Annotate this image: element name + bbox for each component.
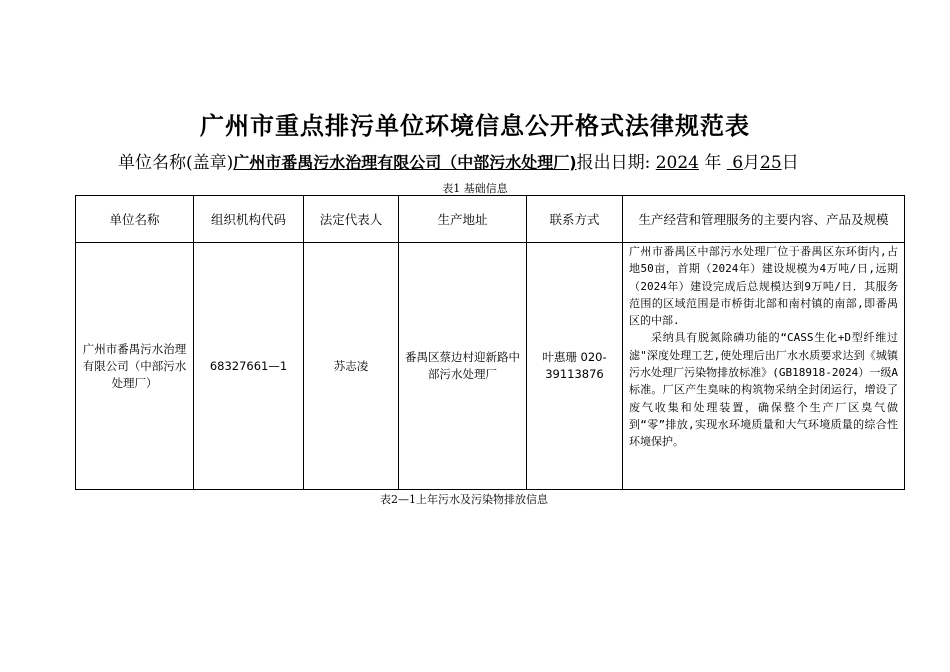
table1-caption: 表1 基础信息 xyxy=(442,182,508,195)
description-paragraph-1: 广州市番禺区中部污水处理厂位于番禺区东环街内,占地50亩，首期（2024年）建设规模为4万吨/日,远期（2024年）建设完成后总规模达到9万吨/日．其服务范围的区域范围是市桥街北部和南村镇的南部,即番禺区的中部. xyxy=(629,245,898,328)
table-header-row xyxy=(76,196,905,243)
day-unit: 日 xyxy=(781,153,799,173)
header-unit-name: 单位名称 xyxy=(76,196,194,243)
header-org-code: 组织机构代码 xyxy=(194,196,304,243)
report-day: 25 xyxy=(760,153,782,173)
header-description: 生产经营和管理服务的主要内容、产品及规模 xyxy=(623,196,905,243)
cell-address: 番禺区蔡边村迎新路中部污水处理厂 xyxy=(399,243,527,490)
unit-name: 广州市番禺污水治理有限公司（中部污水处理厂) xyxy=(233,153,577,172)
header-contact: 联系方式 xyxy=(527,196,623,243)
description-paragraph-2: 采纳具有脱氮除磷功能的“CASS生化+D型纤维过滤"深度处理工艺,使处理后出厂水水质要求达到《城镇污水处理厂污染物排放标准》(GB18918-2024）一级A标准。厂区产生臭味的构筑物采纳全封闭运行，增设了废气收集和处理装置，确保整个生产厂区臭气做到“零”排放,实现水环境质量和大气环境质量的综合性环境保护。 xyxy=(629,331,898,449)
report-date-label: 报出日期: xyxy=(576,153,651,173)
year-unit: 年 xyxy=(704,153,722,173)
document-title: 广州市重点排污单位环境信息公开格式法律规范表 xyxy=(200,111,750,140)
basic-info-table xyxy=(75,195,905,490)
cell-legal-rep: 苏志凌 xyxy=(304,243,399,490)
cell-contact: 叶惠珊 020-39113876 xyxy=(527,243,623,490)
report-month: 6 xyxy=(732,153,744,173)
table-row xyxy=(76,243,905,490)
cell-org-code: 68327661—1 xyxy=(194,243,304,490)
cell-description xyxy=(623,243,905,490)
cell-unit-name: 广州市番禺污水治理有限公司（中部污水处理厂） xyxy=(76,243,194,490)
unit-line xyxy=(118,148,918,173)
header-legal-rep: 法定代表人 xyxy=(304,196,399,243)
table2-caption: 表2—1上年污水及污染物排放信息 xyxy=(380,493,548,506)
unit-label: 单位名称(盖章) xyxy=(118,153,234,173)
header-address: 生产地址 xyxy=(399,196,527,243)
report-year: 2024 xyxy=(655,153,699,173)
month-unit: 月 xyxy=(743,153,761,173)
